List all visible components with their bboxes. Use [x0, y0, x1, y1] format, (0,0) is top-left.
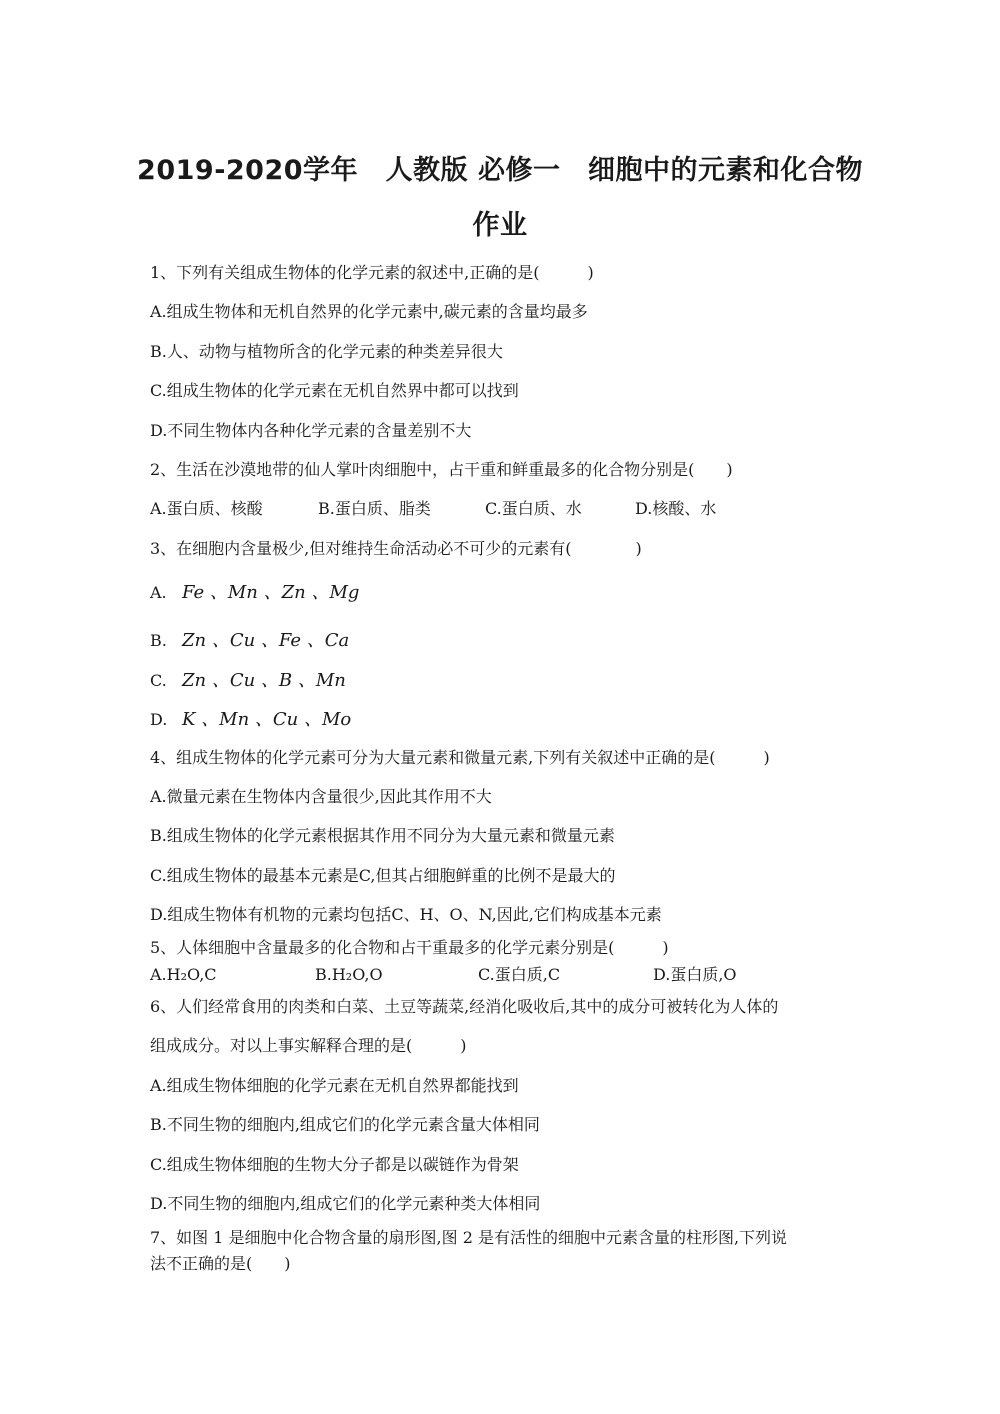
question-6-option-b: B.不同生物的细胞内,组成它们的化学元素含量大体相同 — [150, 1115, 540, 1134]
question-3-option-d — [150, 705, 351, 731]
page-title-line2: 作业 — [472, 210, 528, 241]
question-5-option-c: C.蛋白质,C — [478, 965, 561, 984]
question-3-option-b — [150, 626, 349, 652]
option-formula: Zn 、Cu 、Fe 、Ca — [182, 630, 350, 651]
question-1-stem: 1、下列有关组成生物体的化学元素的叙述中,正确的是( ) — [150, 263, 594, 282]
question-2-stem: 2、生活在沙漠地带的仙人掌叶肉细胞中，占干重和鲜重最多的化合物分别是( ) — [150, 460, 733, 479]
question-6-option-d: D.不同生物的细胞内,组成它们的化学元素种类大体相同 — [150, 1194, 541, 1213]
option-label: D. — [150, 710, 168, 729]
question-1-option-d: D.不同生物体内各种化学元素的含量差别不大 — [150, 421, 472, 440]
question-5-option-d: D.蛋白质,O — [653, 965, 737, 984]
question-3-option-a — [150, 578, 359, 604]
page-title: 2019-2020学年 人教版 必修一 细胞中的元素和化合物 — [137, 155, 863, 186]
question-1-option-b: B.人、动物与植物所含的化学元素的种类差异很大 — [150, 342, 503, 361]
option-formula: K 、Mn 、Cu 、Mo — [182, 709, 352, 730]
question-6-stem-cont: 组成成分。对以上事实解释合理的是( ) — [150, 1036, 467, 1055]
question-5-stem: 5、人体细胞中含量最多的化合物和占干重最多的化学元素分别是( ) — [150, 938, 669, 957]
question-4-option-a: A.微量元素在生物体内含量很少,因此其作用不大 — [150, 787, 492, 806]
option-formula: Fe 、Mn 、Zn 、Mg — [182, 582, 360, 603]
question-2-option-c: C.蛋白质、水 — [485, 499, 582, 518]
question-2-option-a: A.蛋白质、核酸 — [150, 499, 263, 518]
question-2-option-b: B.蛋白质、脂类 — [318, 499, 431, 518]
question-5-option-b: B.H₂O,O — [315, 965, 383, 984]
option-label: A. — [150, 583, 167, 602]
question-4-option-b: B.组成生物体的化学元素根据其作用不同分为大量元素和微量元素 — [150, 826, 615, 845]
question-7-stem-cont: 法不正确的是( ) — [150, 1254, 291, 1273]
question-3-option-c — [150, 666, 346, 692]
question-2-options — [150, 496, 716, 519]
question-7-stem: 7、如图 1 是细胞中化合物含量的扇形图,图 2 是有活性的细胞中元素含量的柱形图,下列说 — [150, 1228, 788, 1247]
question-1-option-a: A.组成生物体和无机自然界的化学元素中,碳元素的含量均最多 — [150, 302, 588, 321]
question-3-stem: 3、在细胞内含量极少,但对维持生命活动必不可少的元素有( ) — [150, 539, 642, 558]
question-5-options — [150, 962, 737, 985]
question-4-stem: 4、组成生物体的化学元素可分为大量元素和微量元素,下列有关叙述中正确的是( ) — [150, 748, 770, 767]
question-6-option-a: A.组成生物体细胞的化学元素在无机自然界都能找到 — [150, 1076, 519, 1095]
question-2-option-d: D.核酸、水 — [635, 499, 717, 518]
option-formula: Zn 、Cu 、B 、Mn — [182, 670, 346, 691]
option-label: B. — [150, 631, 167, 650]
question-4-option-d: D.组成生物体有机物的元素均包括C、H、O、N,因此,它们构成基本元素 — [150, 905, 662, 924]
question-6-stem: 6、人们经常食用的肉类和白菜、土豆等蔬菜,经消化吸收后,其中的成分可被转化为人体的 — [150, 997, 779, 1016]
question-6-option-c: C.组成生物体细胞的生物大分子都是以碳链作为骨架 — [150, 1155, 519, 1174]
question-1-option-c: C.组成生物体的化学元素在无机自然界中都可以找到 — [150, 381, 519, 400]
question-5-option-a: A.H₂O,C — [150, 965, 217, 984]
question-4-option-c: C.组成生物体的最基本元素是C,但其占细胞鲜重的比例不是最大的 — [150, 866, 616, 885]
option-label: C. — [150, 671, 167, 690]
